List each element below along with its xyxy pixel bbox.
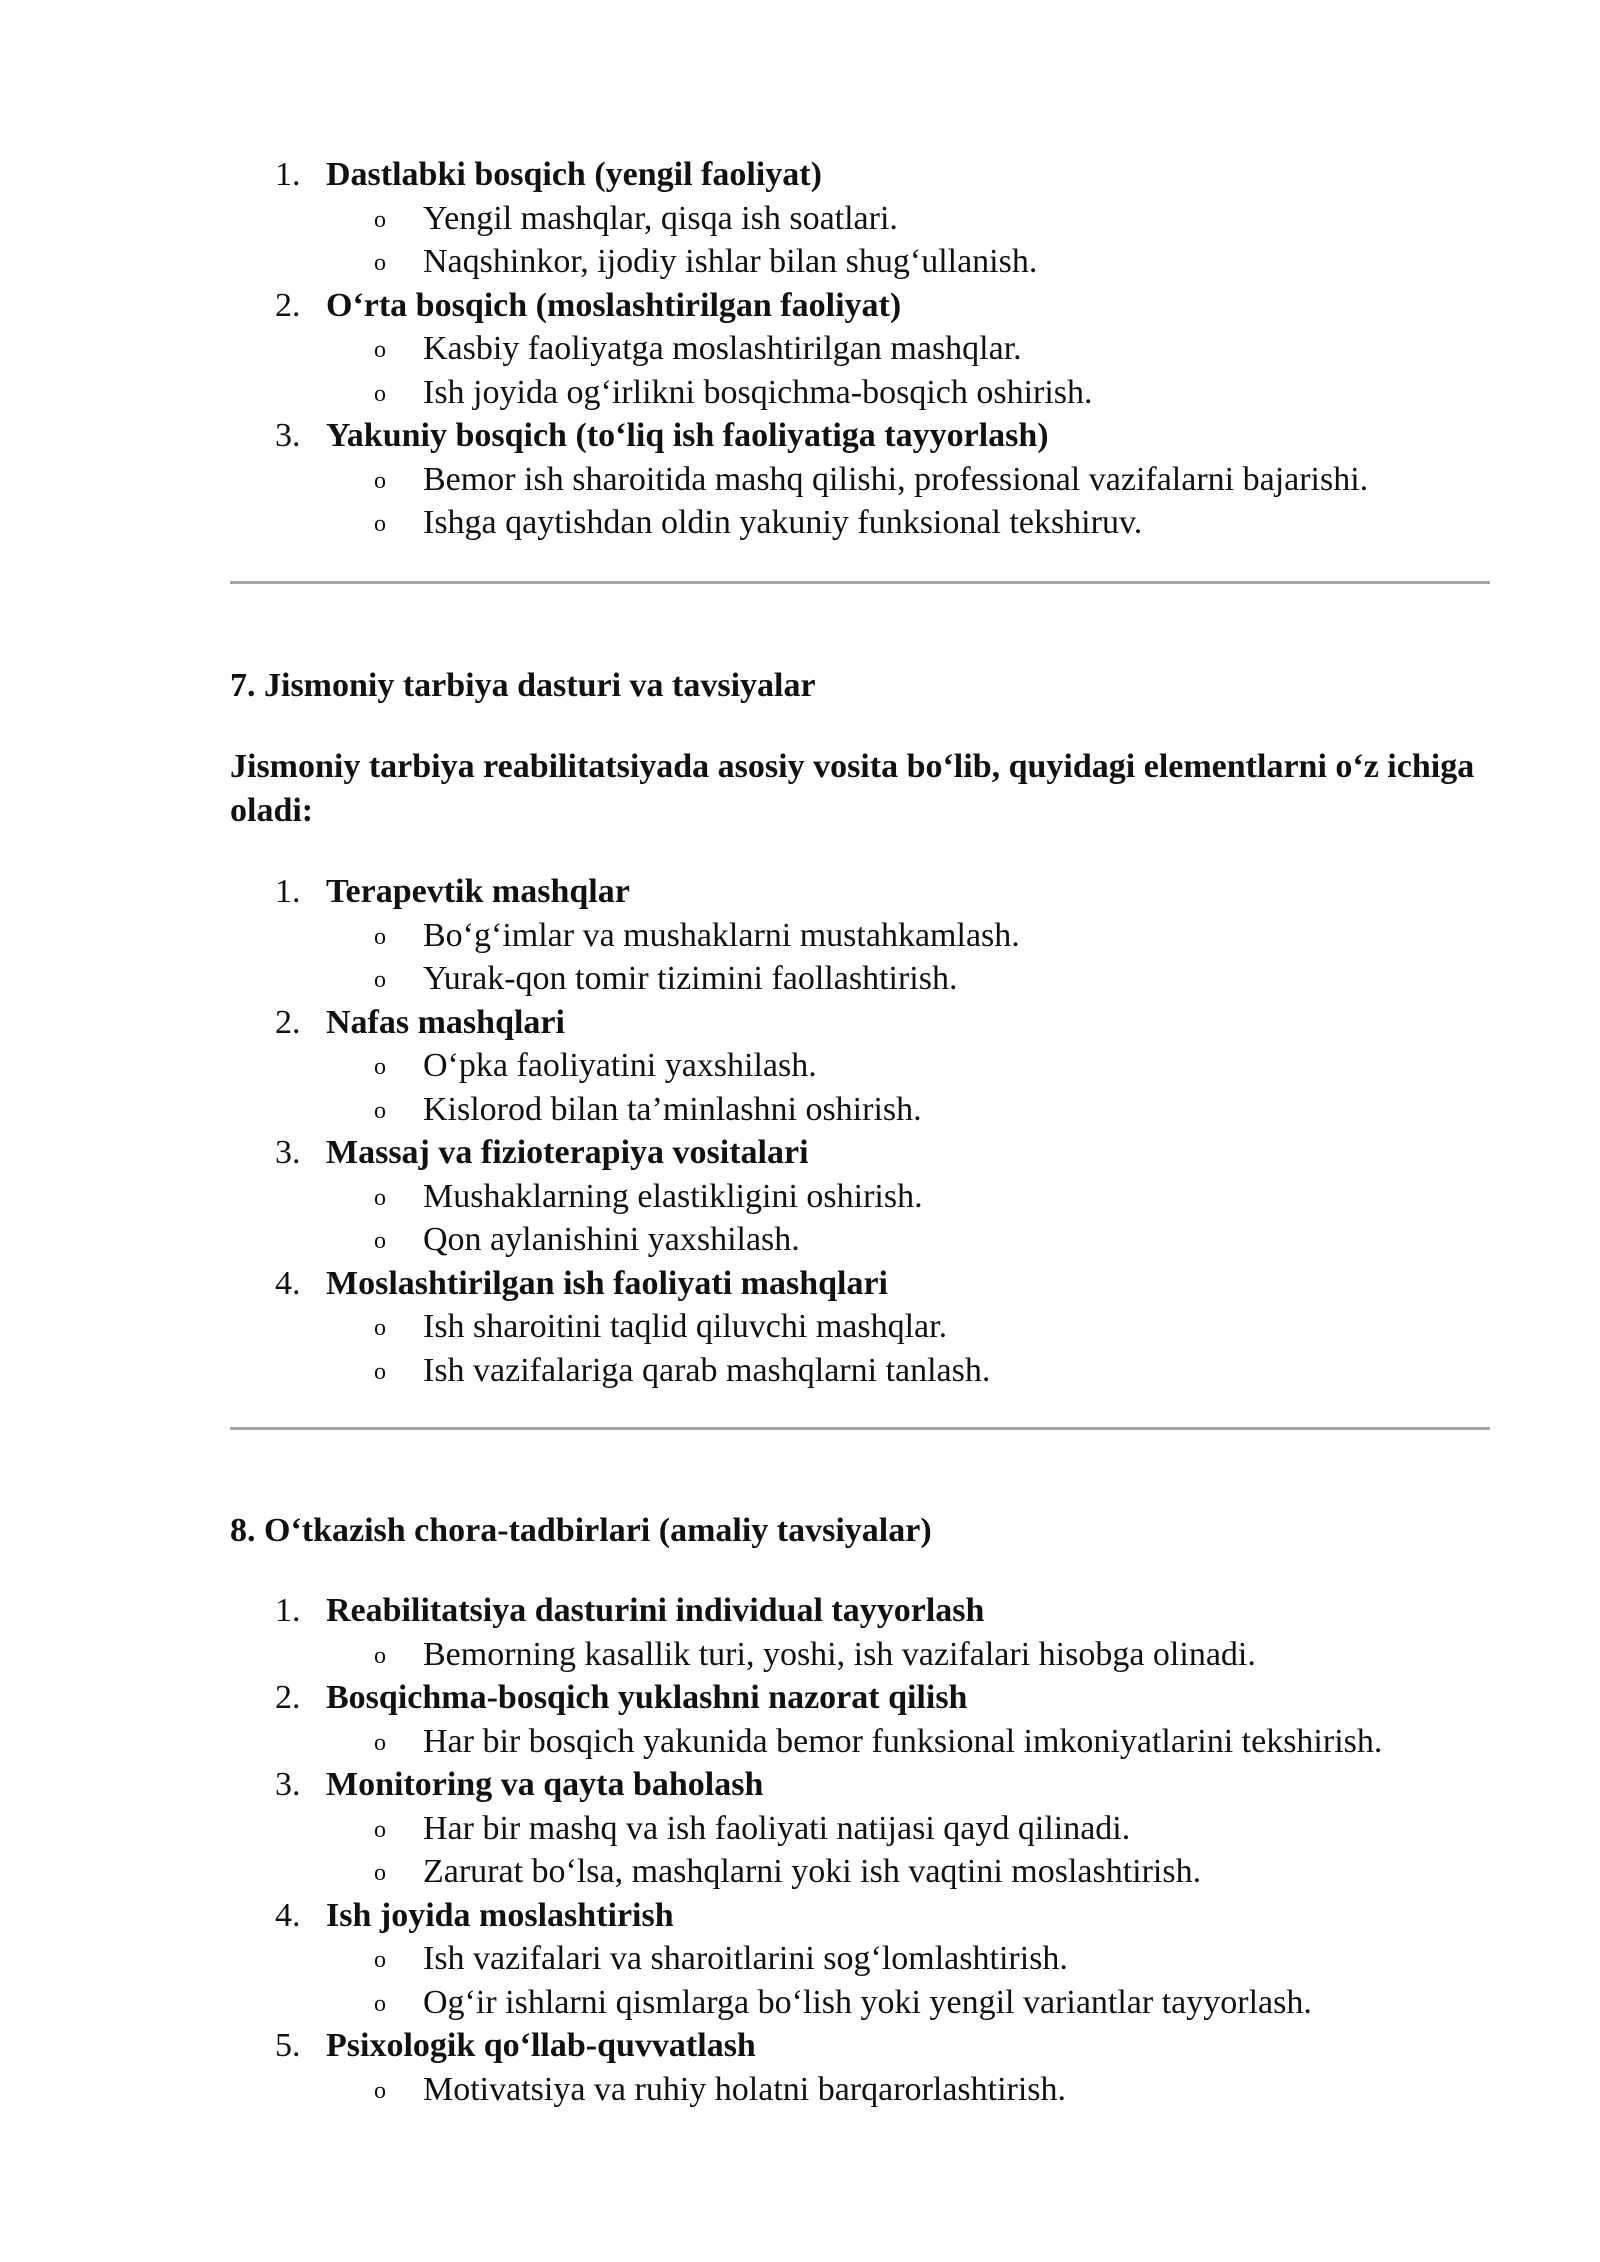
bullet-icon: o — [374, 923, 386, 950]
sub-item-text: Har bir bosqich yakunida bemor funksional imkoniyatlarini tekshirish. — [423, 1722, 1383, 1760]
section-heading: 7. Jismoniy tarbiya dasturi va tavsiyalar — [230, 667, 816, 704]
item-title: Moslashtirilgan ish faoliyati mashqlari — [326, 1264, 888, 1302]
sub-item-text: Bemor ish sharoitida mashq qilishi, professional vazifalarni bajarishi. — [423, 460, 1369, 498]
sub-item-text: Zarurat bo‘lsa, mashqlarni yoki ish vaqtini moslashtirish. — [423, 1853, 1202, 1890]
list-item: 2. Nafas mashqlari — [230, 1001, 1490, 1045]
sub-list-item — [230, 1305, 1490, 1349]
bullet-icon: o — [374, 2077, 386, 2104]
sub-item-text: Bo‘g‘imlar va mushaklarni mustahkamlash. — [423, 916, 1020, 954]
sub-list-item — [230, 914, 1490, 958]
list-item: 2. Bosqichma-bosqich yuklashni nazorat qilish — [230, 1676, 1490, 1720]
item-title: Monitoring va qayta baholash — [326, 1766, 764, 1803]
stages-list — [230, 153, 1490, 545]
bullet-icon: o — [374, 206, 386, 233]
list-item: 4. Moslashtirilgan ish faoliyati mashqlari — [230, 1262, 1490, 1306]
sub-list-item — [230, 1937, 1490, 1981]
sub-item-text: Ish vazifalariga qarab mashqlarni tanlash. — [423, 1351, 991, 1389]
list-item: 2. O‘rta bosqich (moslashtirilgan faoliyat) — [230, 284, 1490, 328]
list-item: 3. Yakuniy bosqich (to‘liq ish faoliyatiga tayyorlash) — [230, 414, 1490, 458]
bullet-icon: o — [374, 1947, 386, 1973]
sub-list-item — [230, 240, 1490, 284]
item-title: Dastlabki bosqich (yengil faoliyat) — [326, 156, 822, 193]
bullet-icon: o — [374, 467, 386, 494]
sub-item-text: Og‘ir ishlarni qismlarga bo‘lish yoki yengil variantlar tayyorlash. — [423, 1983, 1312, 2021]
sub-list-item — [230, 1807, 1490, 1851]
sub-item-text: Yengil mashqlar, qisqa ish soatlari. — [423, 199, 898, 237]
item-title: Nafas mashqlari — [326, 1003, 565, 1041]
sub-list-item — [230, 501, 1490, 545]
list-item: 3. Massaj va fizioterapiya vositalari — [230, 1131, 1490, 1175]
sub-list-item — [230, 327, 1490, 371]
sub-item-text: Har bir mashq va ish faoliyati natijasi qayd qilinadi. — [423, 1809, 1131, 1847]
item-title: Psixologik qo‘llab-quvvatlash — [326, 2027, 756, 2064]
bullet-icon: o — [374, 250, 386, 276]
section-heading: 8. O‘tkazish chora-tadbirlari (amaliy tavsiyalar) — [230, 1512, 932, 1549]
sub-list-item — [230, 1850, 1490, 1894]
item-title: Terapevtik mashqlar — [326, 873, 630, 910]
bullet-icon: o — [374, 1054, 386, 1080]
sub-item-text: Naqshinkor, ijodiy ishlar bilan shug‘ullanish. — [423, 243, 1038, 280]
bullet-icon: o — [374, 1990, 386, 2017]
measures-list — [230, 1589, 1490, 2111]
sub-list-item — [230, 458, 1490, 502]
item-title: O‘rta bosqich (moslashtirilgan faoliyat) — [326, 286, 902, 324]
bullet-icon: o — [374, 1816, 386, 1843]
sub-item-text: Ishga qaytishdan oldin yakuniy funksional tekshiruv. — [423, 504, 1143, 541]
sub-list-item — [230, 957, 1490, 1001]
horizontal-divider — [230, 1427, 1490, 1430]
bullet-icon: o — [374, 1729, 386, 1756]
sub-item-text: O‘pka faoliyatini yaxshilash. — [423, 1047, 817, 1084]
bullet-icon: o — [374, 1184, 386, 1211]
list-item: 3. Monitoring va qayta baholash — [230, 1763, 1490, 1807]
item-title: Ish joyida moslashtirish — [326, 1896, 674, 1934]
exercise-list — [230, 870, 1490, 1392]
sub-item-text: Yurak-qon tomir tizimini faollashtirish. — [423, 960, 958, 997]
list-item: 1. Terapevtik mashqlar — [230, 870, 1490, 914]
sub-list-item — [230, 2068, 1490, 2112]
bullet-icon: o — [374, 1228, 386, 1254]
list-item: 1. Reabilitatsiya dasturini individual tayyorlash — [230, 1589, 1490, 1633]
section-intro: Jismoniy tarbiya reabilitatsiyada asosiy vosita bo‘lib, quyidagi elementlarni o‘z ichiga oladi: — [230, 748, 1475, 829]
bullet-icon: o — [374, 337, 386, 363]
sub-list-item — [230, 1633, 1490, 1677]
bullet-icon: o — [374, 967, 386, 993]
list-item: 1. Dastlabki bosqich (yengil faoliyat) — [230, 153, 1490, 197]
sub-item-text: Motivatsiya va ruhiy holatni barqarorlashtirish. — [423, 2070, 1067, 2108]
sub-item-text: Ish sharoitini taqlid qiluvchi mashqlar. — [423, 1308, 948, 1345]
bullet-icon: o — [374, 1315, 386, 1341]
sub-item-text: Mushaklarning elastikligini oshirish. — [423, 1177, 923, 1215]
sub-item-text: Bemorning kasallik turi, yoshi, ish vazifalari hisobga olinadi. — [423, 1635, 1256, 1673]
item-title: Massaj va fizioterapiya vositalari — [326, 1134, 809, 1171]
sub-item-text: Ish vazifalari va sharoitlarini sog‘lomlashtirish. — [423, 1940, 1068, 1977]
sub-item-text: Qon aylanishini yaxshilash. — [423, 1221, 800, 1258]
sub-list-item — [230, 1218, 1490, 1262]
sub-list-item — [230, 371, 1490, 415]
bullet-icon: o — [374, 511, 386, 537]
sub-list-item — [230, 1349, 1490, 1393]
sub-list-item — [230, 1720, 1490, 1764]
sub-item-text: Kislorod bilan ta’minlashni oshirish. — [423, 1090, 922, 1128]
bullet-icon: o — [374, 1097, 386, 1124]
sub-list-item — [230, 1175, 1490, 1219]
list-item: 4. Ish joyida moslashtirish — [230, 1894, 1490, 1938]
list-item: 5. Psixologik qo‘llab-quvvatlash — [230, 2024, 1490, 2068]
bullet-icon: o — [374, 1358, 386, 1385]
sub-list-item — [230, 1981, 1490, 2025]
item-title: Bosqichma-bosqich yuklashni nazorat qilish — [326, 1679, 968, 1716]
item-title: Yakuniy bosqich (to‘liq ish faoliyatiga tayyorlash) — [326, 417, 1049, 454]
bullet-icon: o — [374, 1642, 386, 1669]
sub-list-item — [230, 1088, 1490, 1132]
horizontal-divider — [230, 581, 1490, 584]
bullet-icon: o — [374, 1860, 386, 1886]
sub-list-item — [230, 1044, 1490, 1088]
sub-list-item — [230, 197, 1490, 241]
sub-item-text: Kasbiy faoliyatga moslashtirilgan mashqlar. — [423, 330, 1022, 367]
item-title: Reabilitatsiya dasturini individual tayyorlash — [326, 1592, 985, 1629]
bullet-icon: o — [374, 380, 386, 407]
sub-item-text: Ish joyida og‘irlikni bosqichma-bosqich oshirish. — [423, 373, 1093, 411]
